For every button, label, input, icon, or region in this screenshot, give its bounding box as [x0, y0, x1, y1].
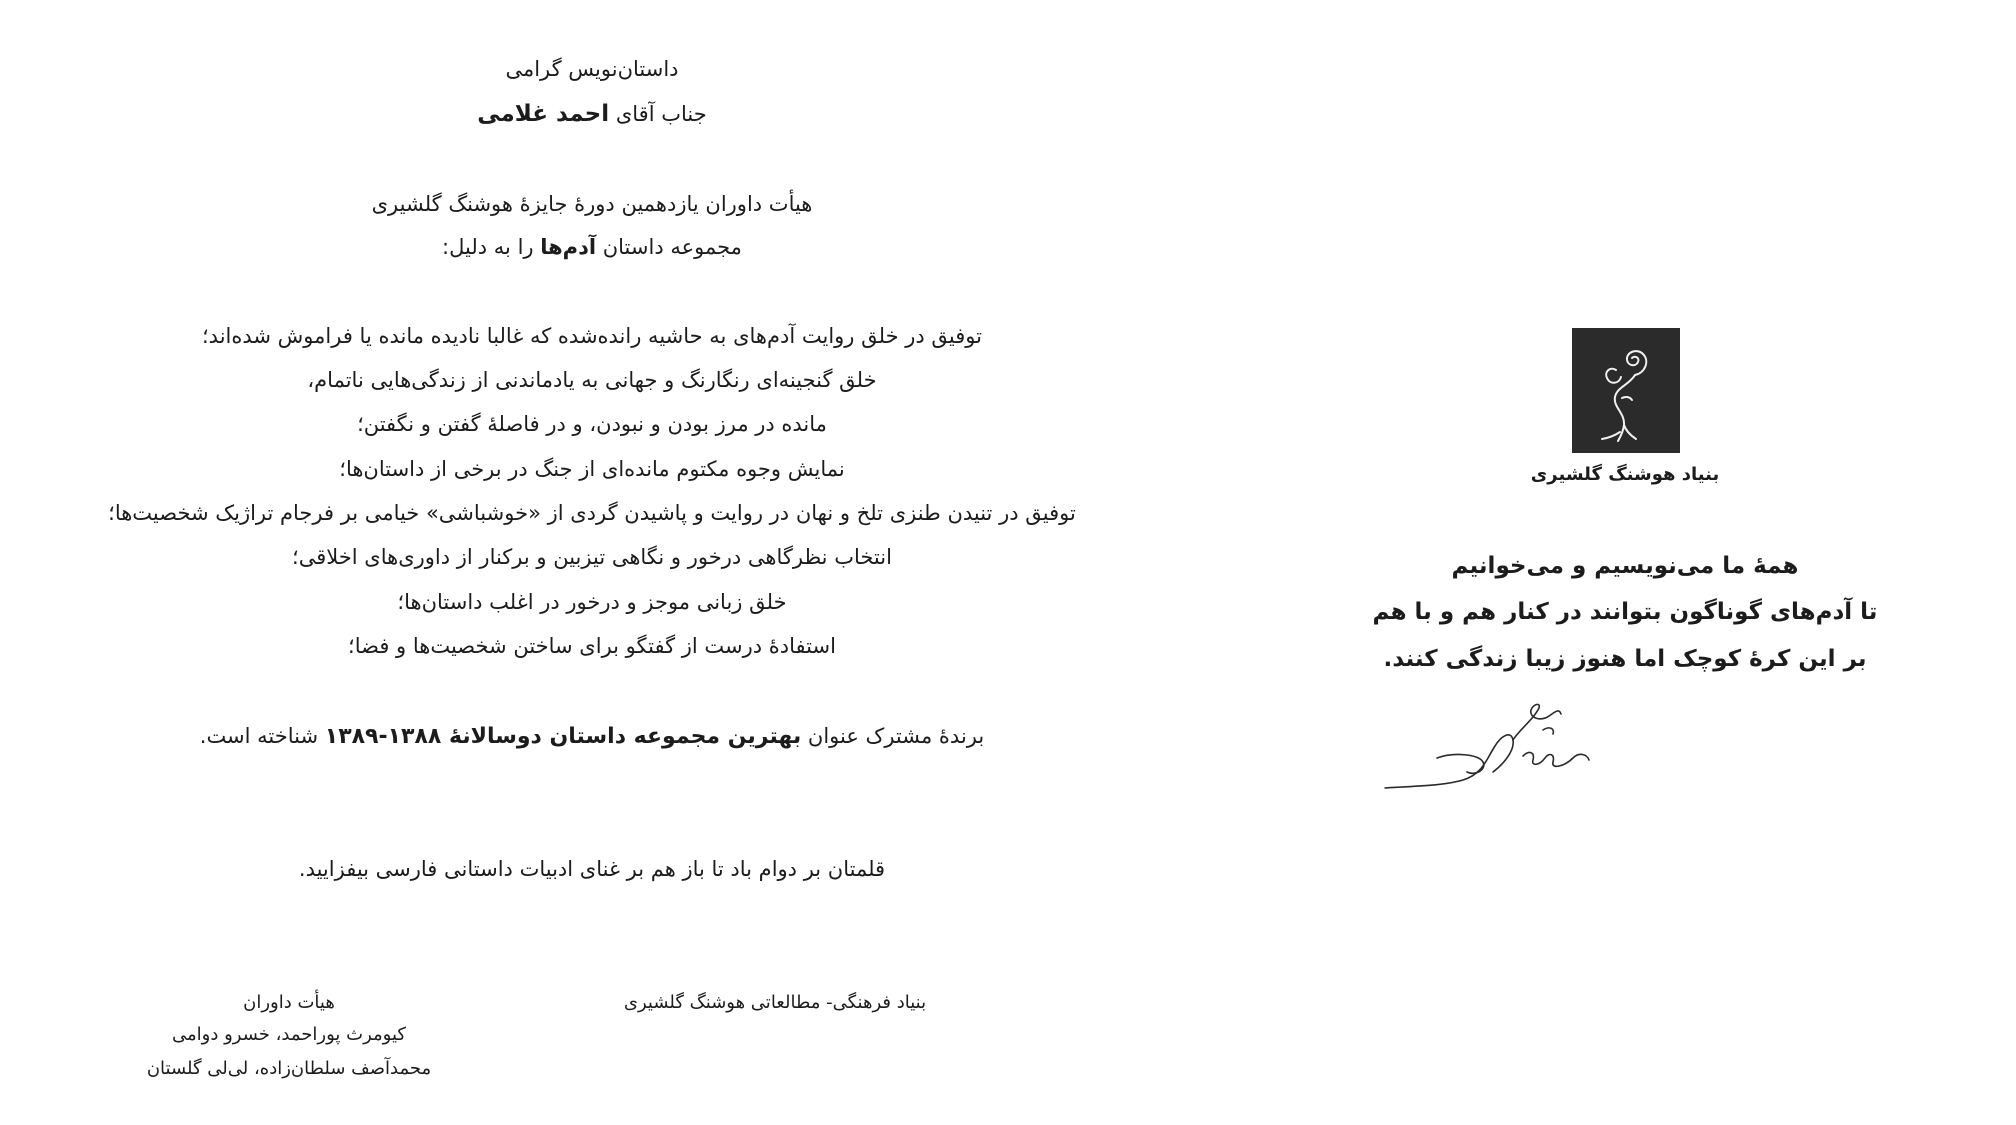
collection-line: [0, 232, 1184, 262]
recipient-name: احمد غلامی: [477, 101, 610, 127]
recipient-prefix: جناب آقای: [615, 102, 707, 126]
motto-line: همهٔ ما می‌نویسیم و می‌خوانیم: [1451, 553, 1799, 579]
motto-line: بر این کرهٔ کوچک اما هنوز زیبا زندگی کنند.: [1383, 646, 1867, 672]
logo-caption: بنیاد هوشنگ گلشیری: [1530, 464, 1720, 485]
jury-title: هیأت داوران: [243, 992, 335, 1013]
award-suffix: شناخته است.: [199, 724, 319, 748]
jury-members-line: کیومرث پوراحمد، خسرو دوامی: [172, 1024, 406, 1045]
salutation: داستان‌نویس گرامی: [505, 57, 679, 81]
reason-item: مانده در مرز بودن و نبودن، و در فاصلهٔ گفتن و نگفتن؛: [357, 412, 827, 436]
foundation-signature: بنیاد فرهنگی- مطالعاتی هوشنگ گلشیری: [623, 992, 927, 1013]
recipient-line: [0, 99, 1184, 129]
handwritten-signature: [1383, 700, 1593, 792]
reason-item: خلق گنجینه‌ای رنگارنگ و جهانی به یادماندنی از زندگی‌هایی ناتمام،: [307, 368, 877, 392]
collection-prefix: مجموعه داستان: [602, 235, 742, 259]
award-line: [0, 721, 1184, 751]
award-prefix: برندهٔ مشترک عنوان: [807, 724, 985, 748]
reason-item: استفادهٔ درست از گفتگو برای ساختن شخصیت‌ها و فضا؛: [348, 634, 836, 658]
reason-item: خلق زبانی موجز و درخور در اغلب داستان‌ها؛: [397, 590, 787, 614]
spiral-figure-icon: [1572, 328, 1680, 453]
foundation-logo: [1572, 328, 1680, 453]
jury-intro-line: هیأت داوران یازدهمین دورهٔ جایزهٔ هوشنگ گلشیری: [371, 192, 813, 216]
jury-members-line: محمدآصف سلطان‌زاده، لی‌لی گلستان: [146, 1058, 432, 1079]
closing-line: قلمتان بر دوام باد تا باز هم بر غنای ادبیات داستانی فارسی بیفزایید.: [298, 857, 886, 881]
reason-item: توفیق در خلق روایت آدم‌های به حاشیه رانده‌شده که غالبا نادیده مانده یا فراموش شده‌اند؛: [202, 324, 982, 348]
reason-item: انتخاب نظرگاهی درخور و نگاهی تیزبین و برکنار از داوری‌های اخلاقی؛: [292, 545, 892, 569]
motto-line: تا آدم‌های گوناگون بتوانند در کنار هم و با هم: [1372, 599, 1878, 625]
collection-suffix: را به دلیل:: [442, 235, 534, 259]
reason-item: توفیق در تنیدن طنزی تلخ و نهان در روایت و پاشیدن گردی از «خوشباشی» خیامی بر فرجام تراژیک شخصیت‌ها؛: [108, 501, 1076, 525]
award-title: بهترین مجموعه داستان دوسالانهٔ ۱۳۸۸-۱۳۸۹: [324, 724, 802, 749]
collection-title: آدم‌ها: [540, 235, 597, 259]
reason-item: نمایش وجوه مکتوم مانده‌ای از جنگ در برخی از داستان‌ها؛: [339, 457, 845, 481]
